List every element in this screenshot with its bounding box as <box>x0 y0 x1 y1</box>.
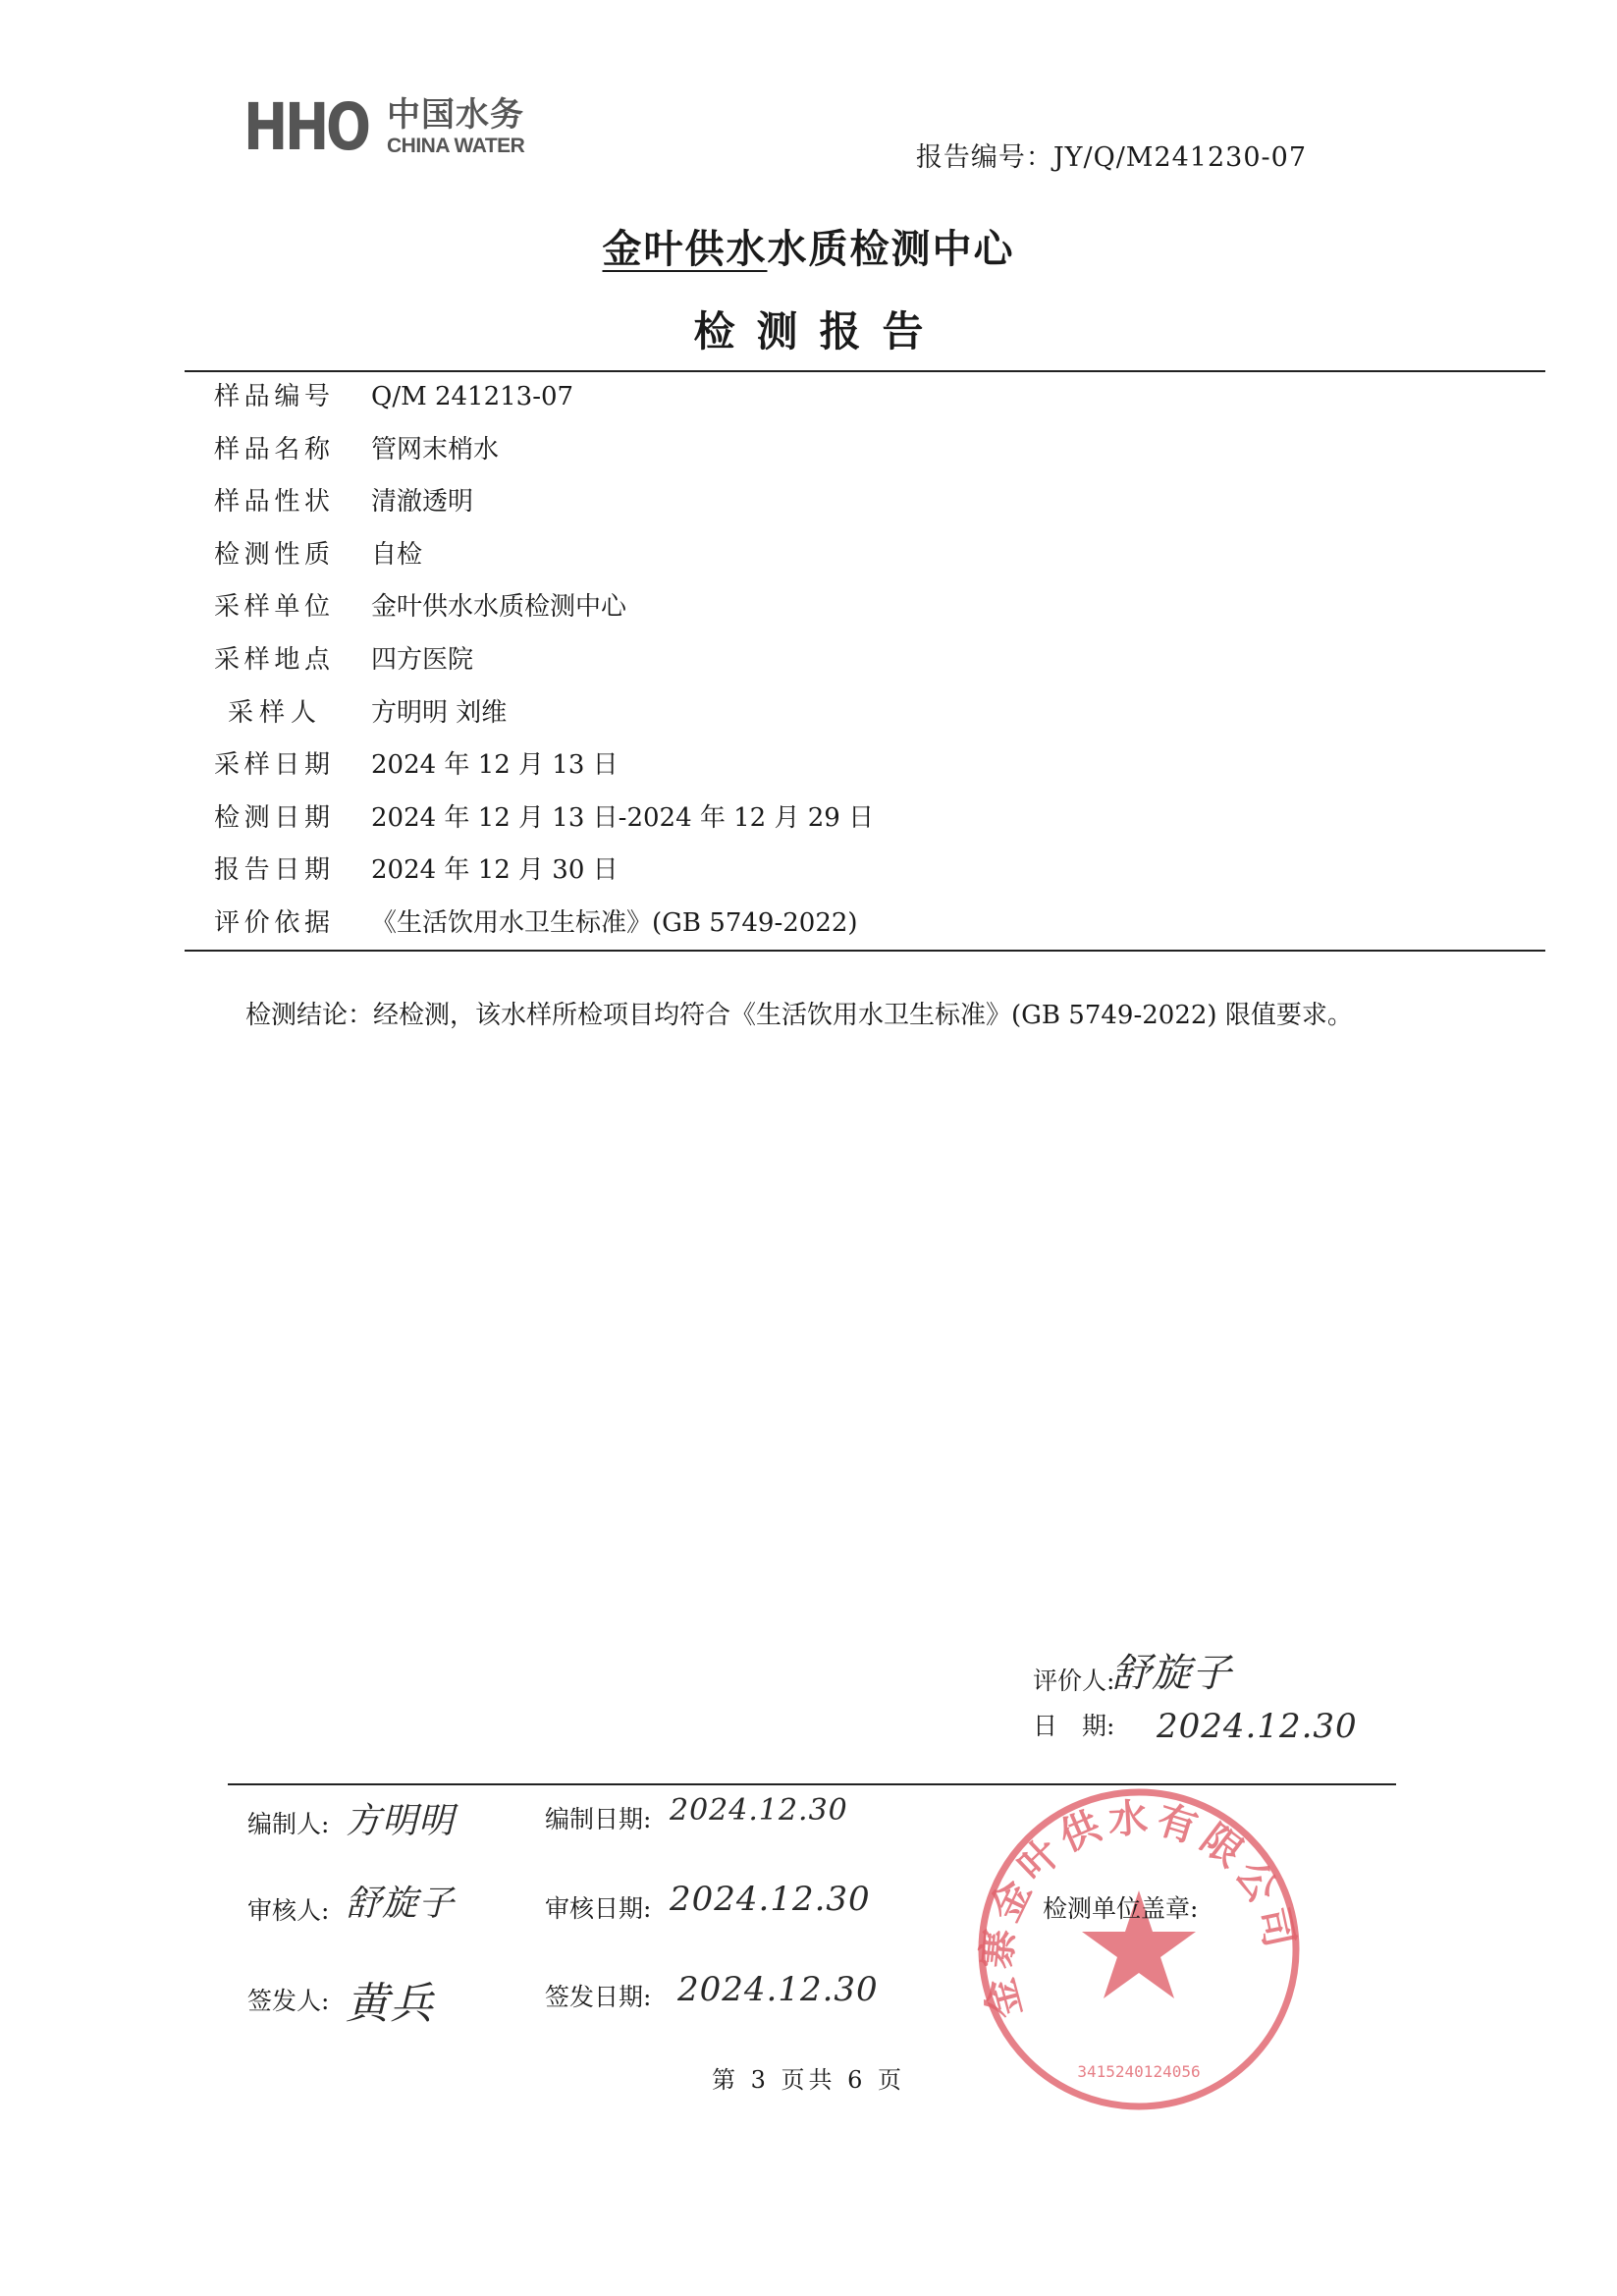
reviewed-by-signature: 舒旋子 <box>346 1884 456 1924</box>
prepared-by-label: 编制人: <box>247 1810 330 1838</box>
center-name-underlined: 金叶供水 <box>602 227 768 272</box>
field-label: 采样人 <box>228 697 316 728</box>
reviewed-by-label: 审核人: <box>247 1896 330 1925</box>
evaluator-label: 评价人: <box>1033 1667 1115 1695</box>
field-value: 清澈透明 <box>371 487 474 518</box>
reviewed-date-signature: 2024.12.30 <box>670 1880 871 1919</box>
test-conclusion: 检测结论：经检测，该水样所检项目均符合《生活饮用水卫生标准》(GB 5749-2022) 限值要求。 <box>245 1001 1353 1030</box>
field-label: 样品名称 <box>214 434 330 465</box>
field-row <box>214 798 1490 851</box>
logo-english: CHINA WATER <box>387 135 525 157</box>
evaluator-signature: 舒旋子 <box>1111 1651 1232 1696</box>
field-label: 采样地点 <box>214 644 330 675</box>
field-value: 管网末梢水 <box>371 434 500 465</box>
field-row <box>214 640 1490 693</box>
issued-by-signature: 黄兵 <box>346 1979 434 2029</box>
field-row <box>214 482 1490 535</box>
field-value: 方明明 刘维 <box>371 697 508 728</box>
company-logo <box>243 89 538 167</box>
prepared-date-signature: 2024.12.30 <box>670 1793 848 1828</box>
field-value: 四方医院 <box>371 644 474 675</box>
evaluation-date-label: 日 期: <box>1033 1712 1115 1740</box>
field-label: 评价依据 <box>214 907 330 938</box>
field-value: 《生活饮用水卫生标准》(GB 5749-2022) <box>371 907 858 938</box>
evaluation-date-signature: 2024.12.30 <box>1157 1707 1358 1746</box>
issued-date-label: 签发日期: <box>545 1983 652 2011</box>
field-row <box>214 535 1490 588</box>
prepared-by-signature: 方明明 <box>346 1801 456 1841</box>
field-value: 2024 年 12 月 30 日 <box>371 855 619 886</box>
field-label: 采样单位 <box>214 592 330 623</box>
seal-number: 3415240124056 <box>1077 2062 1201 2081</box>
divider-top <box>185 370 1545 372</box>
center-name-rest: 水质检测中心 <box>767 227 1015 272</box>
logo-mark: HHO <box>243 89 368 165</box>
field-row <box>214 430 1490 483</box>
prepared-date-label: 编制日期: <box>545 1805 652 1833</box>
field-row <box>214 903 1490 957</box>
field-value: Q/M 241213-07 <box>371 382 574 411</box>
field-row <box>214 850 1490 903</box>
issued-date-signature: 2024.12.30 <box>677 1970 879 2009</box>
center-name <box>0 218 1617 274</box>
page-number: 第 3 页共 6 页 <box>711 2066 906 2094</box>
report-title: 检测报告 <box>693 307 945 355</box>
sample-info-table <box>214 377 1490 957</box>
field-row <box>214 587 1490 640</box>
field-value: 2024 年 12 月 13 日-2024 年 12 月 29 日 <box>371 802 875 833</box>
field-value: 自检 <box>371 539 423 570</box>
field-label: 检测日期 <box>214 802 330 833</box>
issued-by-label: 签发人: <box>247 1987 330 2015</box>
field-value: 2024 年 12 月 13 日 <box>371 750 619 781</box>
divider-middle <box>185 950 1545 952</box>
field-row <box>214 693 1490 746</box>
report-number: 报告编号：JY/Q/M241230-07 <box>915 142 1307 173</box>
field-label: 样品编号 <box>214 382 330 411</box>
field-row <box>214 377 1490 430</box>
logo-chinese: 中国水务 <box>387 95 524 135</box>
field-label: 报告日期 <box>214 855 330 886</box>
field-label: 样品性状 <box>214 487 330 518</box>
field-value: 金叶供水水质检测中心 <box>371 592 627 623</box>
seal-label: 检测单位盖章: <box>1043 1894 1199 1923</box>
seal-text: 金寨金叶供水有限公司 <box>974 1795 1304 2023</box>
field-row <box>214 745 1490 798</box>
field-label: 检测性质 <box>214 539 330 570</box>
field-label: 采样日期 <box>214 750 330 781</box>
reviewed-date-label: 审核日期: <box>545 1894 652 1923</box>
